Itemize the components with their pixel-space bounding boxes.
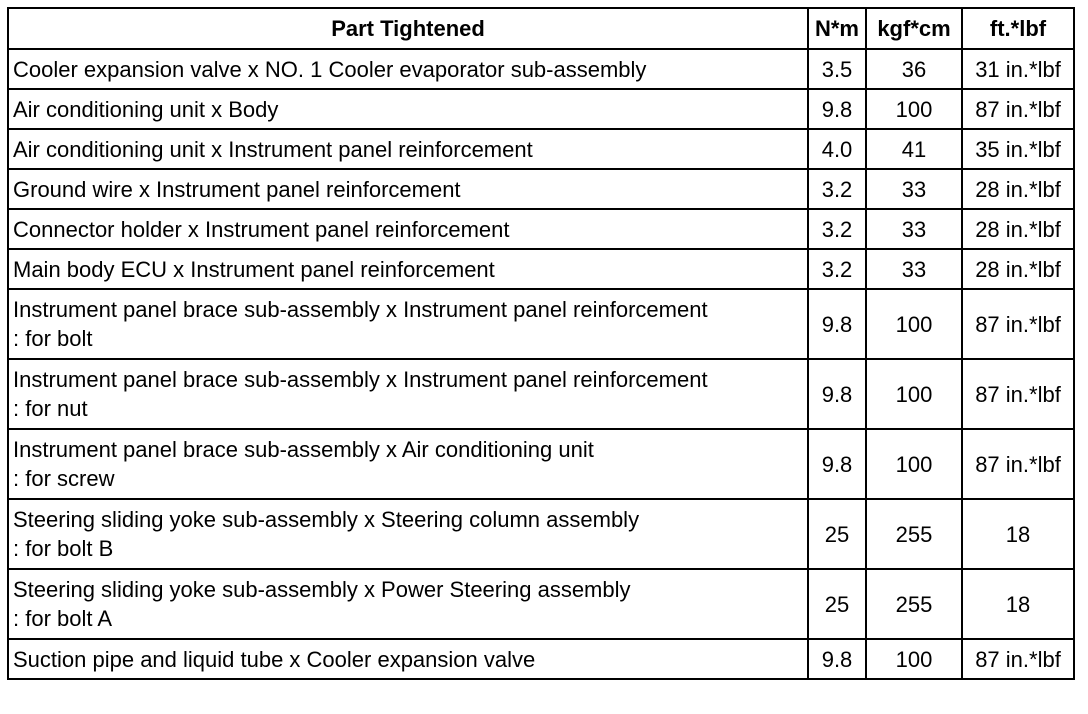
- part-tightened-cell: [8, 209, 808, 249]
- kgf-cm-cell: 100: [866, 359, 962, 429]
- ft-lbf-cell: 28 in.*lbf: [962, 249, 1074, 289]
- kgf-cm-cell: 33: [866, 209, 962, 249]
- part-tightened-cell: [8, 49, 808, 89]
- ft-lbf-cell: 18: [962, 569, 1074, 639]
- kgf-cm-cell: 33: [866, 249, 962, 289]
- table-row: [8, 169, 1074, 209]
- table-row: [8, 359, 1074, 429]
- table-row: [8, 129, 1074, 169]
- part-description: Steering sliding yoke sub-assembly x Power Steering assembly: [13, 577, 631, 602]
- newton-meter-cell: 25: [808, 569, 866, 639]
- kgf-cm-cell: 100: [866, 429, 962, 499]
- part-tightened-cell: [8, 429, 808, 499]
- table-row: [8, 49, 1074, 89]
- part-tightened-cell: [8, 639, 808, 679]
- header-row: [8, 8, 1074, 49]
- header-kgf-cm: kgf*cm: [866, 8, 962, 49]
- part-tightened-cell: [8, 249, 808, 289]
- ft-lbf-cell: 87 in.*lbf: [962, 359, 1074, 429]
- newton-meter-cell: 3.2: [808, 249, 866, 289]
- newton-meter-cell: 9.8: [808, 639, 866, 679]
- table-row: [8, 209, 1074, 249]
- ft-lbf-cell: 28 in.*lbf: [962, 169, 1074, 209]
- newton-meter-cell: 9.8: [808, 89, 866, 129]
- part-description: Air conditioning unit x Body: [13, 96, 279, 122]
- header-part-tightened: Part Tightened: [8, 8, 808, 49]
- ft-lbf-cell: 87 in.*lbf: [962, 89, 1074, 129]
- part-description: Main body ECU x Instrument panel reinforcement: [13, 256, 495, 282]
- ft-lbf-cell: 35 in.*lbf: [962, 129, 1074, 169]
- part-description: Connector holder x Instrument panel reinforcement: [13, 216, 510, 242]
- newton-meter-cell: 25: [808, 499, 866, 569]
- table-row: [8, 289, 1074, 359]
- part-description: Instrument panel brace sub-assembly x Instrument panel reinforcement: [13, 297, 708, 322]
- part-fastener-note: : for nut: [13, 396, 88, 421]
- part-tightened-cell: [8, 89, 808, 129]
- kgf-cm-cell: 36: [866, 49, 962, 89]
- kgf-cm-cell: 100: [866, 89, 962, 129]
- ft-lbf-cell: 31 in.*lbf: [962, 49, 1074, 89]
- part-tightened-cell: [8, 169, 808, 209]
- part-fastener-note: : for bolt B: [13, 536, 114, 561]
- kgf-cm-cell: 100: [866, 289, 962, 359]
- newton-meter-cell: 4.0: [808, 129, 866, 169]
- part-fastener-note: : for bolt A: [13, 606, 113, 631]
- table-row: [8, 249, 1074, 289]
- ft-lbf-cell: 87 in.*lbf: [962, 289, 1074, 359]
- part-tightened-cell: [8, 129, 808, 169]
- newton-meter-cell: 9.8: [808, 359, 866, 429]
- kgf-cm-cell: 100: [866, 639, 962, 679]
- ft-lbf-cell: 87 in.*lbf: [962, 429, 1074, 499]
- kgf-cm-cell: 255: [866, 569, 962, 639]
- table-row: [8, 639, 1074, 679]
- table-header: [8, 8, 1074, 49]
- newton-meter-cell: 3.5: [808, 49, 866, 89]
- newton-meter-cell: 3.2: [808, 209, 866, 249]
- part-description: Suction pipe and liquid tube x Cooler expansion valve: [13, 646, 536, 672]
- ft-lbf-cell: 18: [962, 499, 1074, 569]
- newton-meter-cell: 9.8: [808, 429, 866, 499]
- part-fastener-note: : for screw: [13, 466, 115, 491]
- part-description: Instrument panel brace sub-assembly x Air conditioning unit: [13, 437, 594, 462]
- table-row: [8, 429, 1074, 499]
- part-description: Air conditioning unit x Instrument panel reinforcement: [13, 136, 533, 162]
- kgf-cm-cell: 255: [866, 499, 962, 569]
- part-description: Ground wire x Instrument panel reinforcement: [13, 176, 461, 202]
- table-row: [8, 499, 1074, 569]
- part-description: Cooler expansion valve x NO. 1 Cooler evaporator sub-assembly: [13, 56, 647, 82]
- ft-lbf-cell: 87 in.*lbf: [962, 639, 1074, 679]
- ft-lbf-cell: 28 in.*lbf: [962, 209, 1074, 249]
- part-tightened-cell: [8, 569, 808, 639]
- part-tightened-cell: [8, 359, 808, 429]
- kgf-cm-cell: 41: [866, 129, 962, 169]
- part-tightened-cell: [8, 499, 808, 569]
- torque-specification-table: [7, 7, 1075, 680]
- part-tightened-cell: [8, 289, 808, 359]
- table-body: [8, 49, 1074, 679]
- newton-meter-cell: 9.8: [808, 289, 866, 359]
- part-description: Instrument panel brace sub-assembly x Instrument panel reinforcement: [13, 367, 708, 392]
- header-ft-lbf: ft.*lbf: [962, 8, 1074, 49]
- kgf-cm-cell: 33: [866, 169, 962, 209]
- header-newton-meter: N*m: [808, 8, 866, 49]
- newton-meter-cell: 3.2: [808, 169, 866, 209]
- part-description: Steering sliding yoke sub-assembly x Steering column assembly: [13, 507, 640, 532]
- table-row: [8, 89, 1074, 129]
- part-fastener-note: : for bolt: [13, 326, 93, 351]
- table-row: [8, 569, 1074, 639]
